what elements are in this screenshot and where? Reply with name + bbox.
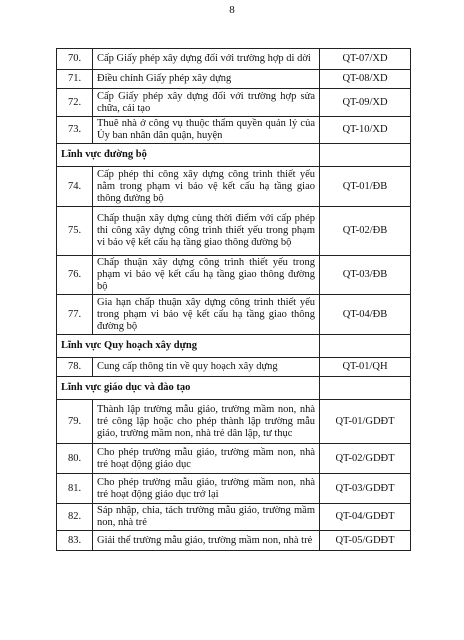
row-number: 80.	[57, 444, 93, 474]
procedure-row	[57, 531, 411, 551]
procedure-code: QT-03/GDĐT	[320, 474, 411, 504]
procedure-row	[57, 207, 411, 256]
procedure-code: QT-05/GDĐT	[320, 531, 411, 551]
row-number: 78.	[57, 358, 93, 377]
procedure-name: Cung cấp thông tin về quy hoạch xây dựng	[93, 358, 320, 377]
section-header-row	[57, 377, 411, 400]
procedure-code: QT-04/GDĐT	[320, 504, 411, 531]
procedure-name: Giải thể trường mẫu giáo, trường mầm non, nhà trẻ	[93, 531, 320, 551]
section-title: Lĩnh vực đường bộ	[57, 144, 320, 167]
procedure-code: QT-02/GDĐT	[320, 444, 411, 474]
procedure-row	[57, 444, 411, 474]
row-number: 81.	[57, 474, 93, 504]
procedure-table-body	[57, 49, 411, 551]
procedure-name: Điều chỉnh Giấy phép xây dựng	[93, 70, 320, 89]
procedure-name: Chấp thuận xây dựng công trình thiết yếu trong phạm vi bảo vệ kết cấu hạ tầng giao thông đường bộ	[93, 256, 320, 295]
procedure-code: QT-01/QH	[320, 358, 411, 377]
section-code-cell	[320, 377, 411, 400]
procedure-row	[57, 295, 411, 335]
section-header-row	[57, 144, 411, 167]
procedure-row	[57, 167, 411, 207]
procedure-name: Cấp Giấy phép xây dựng đối với trường hợp sửa chữa, cải tạo	[93, 89, 320, 117]
procedure-code: QT-01/GDĐT	[320, 400, 411, 444]
procedure-row	[57, 474, 411, 504]
section-code-cell	[320, 335, 411, 358]
procedure-row	[57, 49, 411, 70]
section-header-row	[57, 335, 411, 358]
row-number: 70.	[57, 49, 93, 70]
row-number: 83.	[57, 531, 93, 551]
procedure-name: Thuê nhà ở công vụ thuộc thẩm quyền quản lý của Ủy ban nhân dân quận, huyện	[93, 117, 320, 144]
row-number: 74.	[57, 167, 93, 207]
procedure-row	[57, 358, 411, 377]
procedure-code: QT-08/XD	[320, 70, 411, 89]
row-number: 79.	[57, 400, 93, 444]
row-number: 73.	[57, 117, 93, 144]
procedure-code: QT-01/ĐB	[320, 167, 411, 207]
procedure-row	[57, 504, 411, 531]
procedure-row	[57, 117, 411, 144]
procedure-row	[57, 70, 411, 89]
row-number: 72.	[57, 89, 93, 117]
procedure-row	[57, 89, 411, 117]
section-title: Lĩnh vực Quy hoạch xây dựng	[57, 335, 320, 358]
procedure-name: Chấp thuận xây dựng cùng thời điểm với cấp phép thi công xây dựng công trình thiết yếu trong phạm vi bảo vệ kết cấu hạ tầng giao thông đường bộ	[93, 207, 320, 256]
procedure-table	[56, 48, 411, 551]
section-code-cell	[320, 144, 411, 167]
procedure-code: QT-09/XD	[320, 89, 411, 117]
procedure-name: Cho phép trường mẫu giáo, trường mầm non, nhà trẻ hoạt động giáo dục trở lại	[93, 474, 320, 504]
procedure-code: QT-10/XD	[320, 117, 411, 144]
procedure-name: Cho phép trường mẫu giáo, trường mầm non, nhà trẻ hoạt động giáo dục	[93, 444, 320, 474]
procedure-row	[57, 256, 411, 295]
procedure-code: QT-02/ĐB	[320, 207, 411, 256]
procedure-code: QT-03/ĐB	[320, 256, 411, 295]
row-number: 75.	[57, 207, 93, 256]
procedure-name: Thành lập trường mẫu giáo, trường mầm non, nhà trẻ công lập hoặc cho phép thành lập trường mẫu giáo, trường mầm non, nhà trẻ dân lập, tư thục	[93, 400, 320, 444]
procedure-code: QT-04/ĐB	[320, 295, 411, 335]
procedure-name: Gia hạn chấp thuận xây dựng công trình thiết yếu trong phạm vi bảo vệ kết cấu hạ tầng giao thông đường bộ	[93, 295, 320, 335]
procedure-name: Sáp nhập, chia, tách trường mẫu giáo, trường mầm non, nhà trẻ	[93, 504, 320, 531]
row-number: 82.	[57, 504, 93, 531]
page-number: 8	[229, 4, 235, 16]
row-number: 77.	[57, 295, 93, 335]
procedure-name: Cấp Giấy phép xây dựng đối với trường hợp di dời	[93, 49, 320, 70]
procedure-name: Cấp phép thi công xây dựng công trình thiết yếu nằm trong phạm vi bảo vệ kết cấu hạ tầng giao thông đường bộ	[93, 167, 320, 207]
row-number: 71.	[57, 70, 93, 89]
row-number: 76.	[57, 256, 93, 295]
procedure-row	[57, 400, 411, 444]
procedure-code: QT-07/XD	[320, 49, 411, 70]
section-title: Lĩnh vực giáo dục và đào tạo	[57, 377, 320, 400]
